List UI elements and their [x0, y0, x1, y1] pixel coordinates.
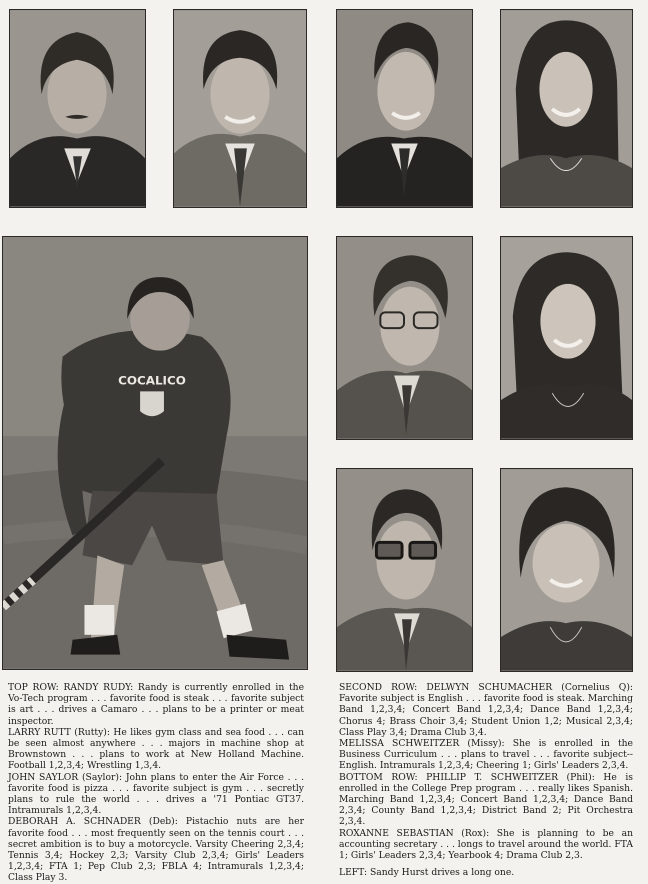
- caption-bottom-row-phillip-schweitzer: [339, 772, 633, 828]
- caption-section-label: BOTTOM ROW:: [339, 771, 418, 783]
- portrait-image: [10, 10, 145, 207]
- caption-text: PHILLIP T. SCHWEITZER (Phil): He is enrolled in the College Prep program . . . really likes Spanish. Marching Band 1,2,3,4; Concert Band 1,2,3,4; Dance Band 2,3,4; County Band 1,2,3,4; District Band 2; Pit Orchestra 2,3,4.: [339, 771, 634, 828]
- jersey-lettering: COCALICO: [118, 373, 186, 388]
- caption-deborah-schnader: [8, 816, 304, 883]
- portrait-image: [501, 237, 632, 439]
- portrait-deborah-schnader: [500, 9, 633, 208]
- portrait-image: [501, 469, 632, 671]
- portrait-image: [174, 10, 306, 207]
- field-hockey-player-image: [3, 237, 307, 669]
- portrait-delwyn-schumacher: [336, 236, 473, 440]
- caption-text: DELWYN SCHUMACHER (Cornelius Q): Favorite subject is English . . . favorite food is steak. Marching Band 1,2,3,4; Concert Band 1,2,3,4; Dance Band 1,2,3,4; Chorus 4; Brass Choir 3,4; Student Union 1,2; Musical 2,3,4; Class Play 3,4; Drama Club 3,4.: [339, 682, 634, 738]
- caption-text: LEFT: Sandy Hurst drives a long one.: [339, 867, 515, 879]
- portrait-phillip-schweitzer: [336, 468, 473, 672]
- portrait-image: [501, 10, 632, 207]
- caption-text: RANDY RUDY: Randy is currently enrolled in the Vo-Tech program . . . favorite food is steak . . . favorite subject is art . . . drives a Camaro . . . plans to be a printer or meat inspector.: [8, 682, 305, 727]
- caption-second-row-delwyn-schumacher: [339, 682, 633, 738]
- caption-column-right: [339, 682, 633, 878]
- caption-text: LARRY RUTT (Rutty): He likes gym class and sea food . . . can be seen almost anywhere . . . majors in machine shop at Brownstown . . . plans to work at New Holland Machine. Football 1,2,3,4; Wrestling 1,3,4.: [8, 726, 304, 772]
- portrait-randy-rudy: [9, 9, 146, 208]
- caption-john-saylor: [8, 772, 304, 817]
- caption-section-label: SECOND ROW:: [339, 682, 418, 693]
- caption-section-label: TOP ROW:: [8, 682, 59, 693]
- portrait-image: [337, 469, 472, 671]
- portrait-roxanne-sebastian: [500, 468, 633, 672]
- portrait-melissa-schweitzer: [500, 236, 633, 440]
- caption-text: JOHN SAYLOR (Saylor): John plans to enter the Air Force . . . favorite food is pizza . . . favorite subject is gym . . . secretly plans to rule the world . . . drives a '71 Pontiac GT37. Intramurals 1,2,3,4.: [8, 771, 304, 817]
- portrait-larry-rutt: [173, 9, 307, 208]
- portrait-image: [337, 10, 472, 207]
- caption-text: MELISSA SCHWEITZER (Missy): She is enrolled in the Business Curriculum . . . plans to travel . . . favorite subject--English. Intramurals 1,2,3,4; Cheering 1; Girls' Leaders 2,3,4.: [339, 738, 633, 772]
- portrait-image: [337, 237, 472, 439]
- caption-column-left: [8, 682, 304, 884]
- caption-text: ROXANNE SEBASTIAN (Rox): She is planning to be an accounting secretary . . . longs to travel around the world. FTA 1; Girls' Leaders 2,3,4; Yearbook 4; Drama Club 2,3.: [339, 827, 633, 862]
- caption-roxanne-sebastian: [339, 828, 633, 862]
- caption-text: DEBORAH A. SCHNADER (Deb): Pistachio nuts are her favorite food . . . most frequently seen on the tennis court . . . secret ambition is to buy a motorcycle. Varsity Cheering 2,3,4; Tennis 3,4; Hockey 2,3; Varsity Club 2,3,4; Girls' Leaders 1,2,3,4; FTA 1; Pep Club 2,3; FBLA 4; Intramurals 1,2,3,4; Class Play 3.: [8, 816, 304, 884]
- caption-larry-rutt: [8, 727, 304, 772]
- caption-left-action-photo: [339, 867, 633, 878]
- action-photo-sandy-hurst: [2, 236, 308, 670]
- portrait-john-saylor: [336, 9, 473, 208]
- caption-top-row-randy-rudy: [8, 682, 304, 727]
- caption-melissa-schweitzer: [339, 738, 633, 772]
